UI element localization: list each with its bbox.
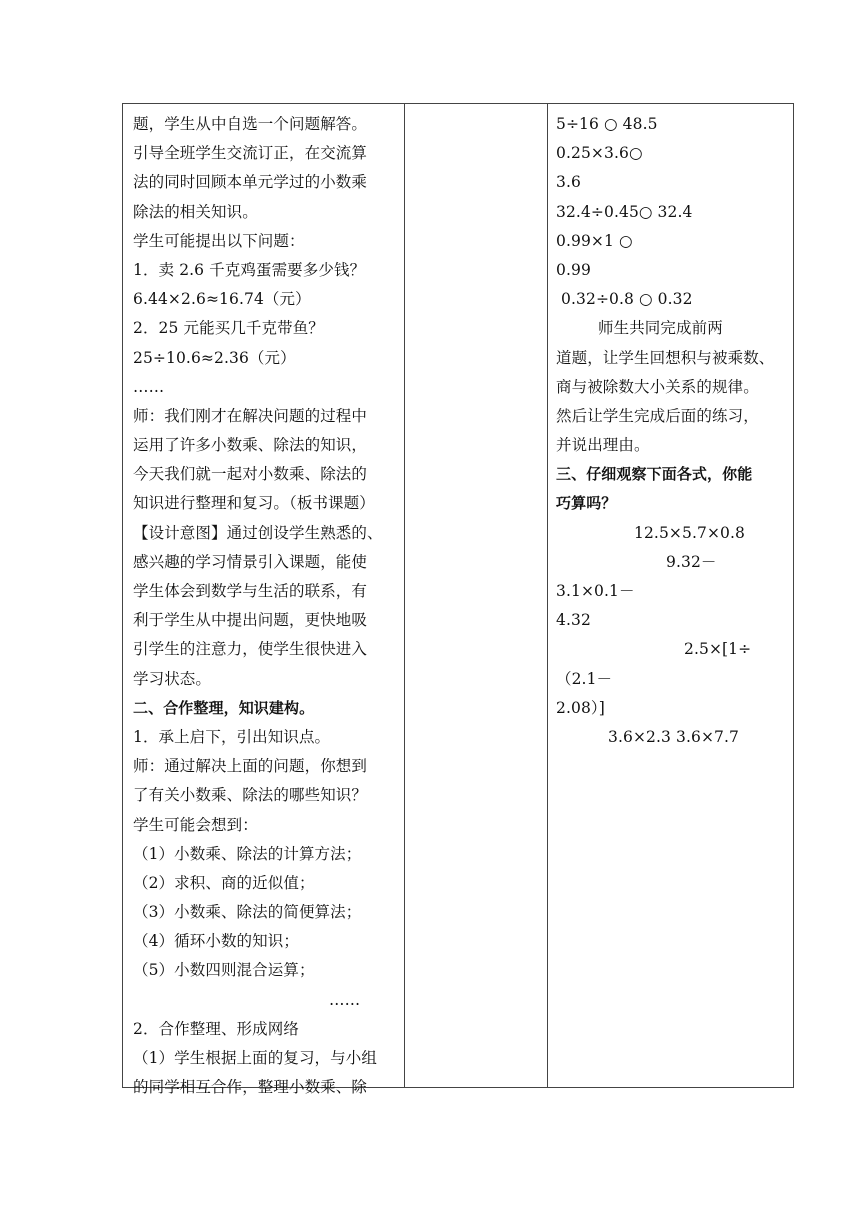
text-line: （5）小数四则混合运算； — [133, 961, 315, 980]
text-line: 师生共同完成前两 — [598, 319, 723, 338]
text-line: 0.32÷0.8 ○ 0.32 — [556, 290, 693, 309]
text-line: 然后让学生完成后面的练习， — [556, 406, 759, 425]
text-line: 6.44×2.6≈16.74（元） — [133, 290, 311, 309]
text-line: 感兴趣的学习情景引入课题，能使 — [133, 552, 368, 571]
text-line: （1）学生根据上面的复习，与小组 — [133, 1049, 377, 1067]
expression-line: 12.5×5.7×0.8 — [634, 523, 745, 542]
expression-line: 4.32 — [556, 611, 591, 630]
text-line: 32.4÷0.45○ 32.4 — [556, 202, 693, 221]
text-line: 商与被除数大小关系的规律。 — [556, 377, 759, 396]
text-line: 引导全班学生交流订正，在交流算 — [133, 144, 368, 163]
lesson-table — [122, 103, 794, 1097]
text-line: 2．合作整理、形成网络 — [133, 1019, 299, 1038]
text-line: 今天我们就一起对小数乘、除法的 — [133, 465, 368, 484]
text-line: 法的同时回顾本单元学过的小数乘 — [133, 173, 368, 192]
text-line: 题，学生从中自选一个问题解答。 — [133, 115, 368, 133]
text-line: 0.99×1 ○ — [556, 231, 633, 250]
text-line: 2．25 元能买几千克带鱼？ — [133, 319, 324, 338]
process-column — [123, 104, 405, 1097]
text-line: 知识进行整理和复习。（板书课题） — [133, 494, 375, 513]
text-line: 道题，让学生回想积与被乘数、 — [556, 348, 775, 367]
text-line: …… — [329, 990, 361, 1009]
text-line: 引学生的注意力，使学生很快进入 — [133, 640, 368, 659]
text-line: 【设计意图】通过创设学生熟悉的、 — [133, 523, 383, 542]
text-line: （1）小数乘、除法的计算方法； — [133, 844, 362, 863]
text-line: 5÷16 ○ 48.5 — [556, 115, 658, 133]
expression-line: 3.6×2.3 3.6×7.7 — [608, 727, 740, 746]
text-line: 了有关小数乘、除法的哪些知识？ — [133, 786, 368, 805]
text-line: （3）小数乘、除法的简便算法； — [133, 903, 362, 922]
text-line: 25÷10.6≈2.36（元） — [133, 348, 296, 367]
expression-line: 3.1×0.1－ — [556, 582, 635, 600]
text-line: （4）循环小数的知识； — [133, 932, 299, 951]
text-line: 运用了许多小数乘、除法的知识， — [133, 436, 368, 455]
expression-line: 9.32－ — [666, 552, 717, 571]
text-line: 1．卖 2.6 千克鸡蛋需要多少钱？ — [133, 260, 366, 279]
expression-line: 2.08）] — [556, 698, 605, 717]
text-line: 3.6 — [556, 173, 581, 192]
text-line: 学生可能提出以下问题： — [133, 231, 305, 250]
section-heading: 巧算吗？ — [556, 494, 617, 513]
text-line: 学生体会到数学与生活的联系，有 — [133, 582, 368, 600]
section-heading: 二、合作整理，知识建构。 — [133, 698, 315, 717]
blank-column — [405, 104, 548, 1087]
expression-line: 2.5×[1÷ — [684, 640, 752, 659]
text-line: 的同学相互合作，整理小数乘、除 — [133, 1078, 368, 1097]
text-line: 学生可能会想到： — [133, 815, 258, 834]
text-line: …… — [133, 377, 165, 396]
text-line: 师：我们刚才在解决问题的过程中 — [133, 406, 368, 425]
text-line: 1．承上启下，引出知识点。 — [133, 727, 331, 746]
text-line: （2）求积、商的近似值； — [133, 873, 315, 892]
expression-line: （2.1－ — [556, 669, 613, 688]
text-line: 0.25×3.6○ — [556, 144, 643, 163]
text-line: 学习状态。 — [133, 669, 212, 688]
text-line: 并说出理由。 — [556, 436, 650, 455]
section-heading: 三、仔细观察下面各式，你能 — [556, 465, 753, 484]
text-line: 师：通过解决上面的问题，你想到 — [133, 757, 368, 776]
text-line: 0.99 — [556, 260, 591, 279]
text-line: 除法的相关知识。 — [133, 202, 258, 221]
exercise-column — [548, 104, 793, 1087]
text-line: 利于学生从中提出问题，更快地吸 — [133, 611, 368, 630]
